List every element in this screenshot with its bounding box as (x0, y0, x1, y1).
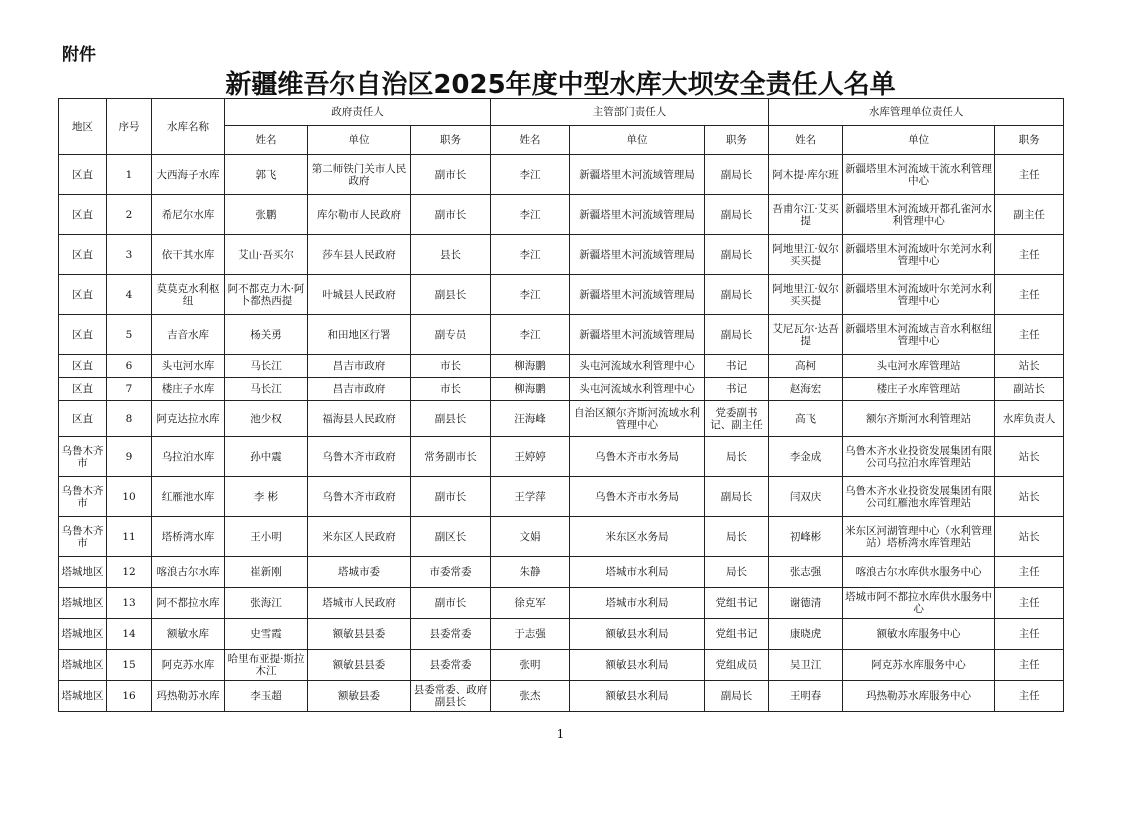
cell-dept-position: 党组成员 (705, 650, 769, 681)
table-row (59, 477, 1064, 517)
header-gov-group: 政府责任人 (225, 99, 491, 126)
cell-dept-position: 局长 (705, 557, 769, 588)
cell-region: 区直 (59, 155, 107, 195)
cell-reservoir: 莫莫克水利枢纽 (152, 275, 225, 315)
cell-dept-name: 汪海峰 (491, 401, 570, 437)
cell-dept-position: 党组书记 (705, 619, 769, 650)
cell-dept-position: 党委副书记、副主任 (705, 401, 769, 437)
cell-dept-unit: 乌鲁木齐市水务局 (570, 477, 705, 517)
cell-gov-position: 县委常委 (411, 650, 491, 681)
cell-seq: 7 (107, 378, 152, 401)
cell-gov-position: 副县长 (411, 275, 491, 315)
cell-gov-position: 副市长 (411, 195, 491, 235)
cell-gov-unit: 塔城市委 (308, 557, 411, 588)
cell-gov-name: 孙中震 (225, 437, 308, 477)
cell-mgmt-position: 站长 (995, 517, 1064, 557)
cell-gov-name: 张鹏 (225, 195, 308, 235)
cell-gov-unit: 库尔勒市人民政府 (308, 195, 411, 235)
cell-dept-position: 副局长 (705, 195, 769, 235)
header-mgmt-unit: 单位 (843, 126, 995, 155)
cell-dept-name: 柳海鹏 (491, 378, 570, 401)
cell-gov-unit: 昌吉市政府 (308, 378, 411, 401)
cell-dept-unit: 自治区额尔齐斯河流域水利管理中心 (570, 401, 705, 437)
cell-dept-name: 李江 (491, 315, 570, 355)
cell-mgmt-name: 吴卫江 (769, 650, 843, 681)
cell-mgmt-unit: 新疆塔里木河流域干流水利管理中心 (843, 155, 995, 195)
table-row (59, 155, 1064, 195)
cell-mgmt-position: 站长 (995, 355, 1064, 378)
cell-gov-name: 艾山·吾买尔 (225, 235, 308, 275)
cell-dept-position: 副局长 (705, 315, 769, 355)
cell-mgmt-position: 站长 (995, 477, 1064, 517)
cell-mgmt-unit: 额尔齐斯河水利管理站 (843, 401, 995, 437)
cell-reservoir: 楼庄子水库 (152, 378, 225, 401)
cell-gov-name: 哈里布亚提·斯拉木江 (225, 650, 308, 681)
cell-gov-position: 副县长 (411, 401, 491, 437)
cell-dept-name: 文娟 (491, 517, 570, 557)
cell-mgmt-name: 高柯 (769, 355, 843, 378)
cell-dept-name: 朱静 (491, 557, 570, 588)
cell-reservoir: 吉音水库 (152, 315, 225, 355)
cell-mgmt-name: 吾甫尔江·艾买提 (769, 195, 843, 235)
cell-seq: 3 (107, 235, 152, 275)
cell-gov-position: 县委常委、政府副县长 (411, 681, 491, 712)
cell-mgmt-position: 主任 (995, 588, 1064, 619)
page-number: 1 (556, 727, 565, 741)
cell-seq: 6 (107, 355, 152, 378)
cell-gov-unit: 乌鲁木齐市政府 (308, 437, 411, 477)
table-row (59, 619, 1064, 650)
cell-region: 塔城地区 (59, 557, 107, 588)
cell-reservoir: 玛热勒苏水库 (152, 681, 225, 712)
cell-seq: 1 (107, 155, 152, 195)
cell-reservoir: 红雁池水库 (152, 477, 225, 517)
header-gov-unit: 单位 (308, 126, 411, 155)
cell-dept-name: 李江 (491, 275, 570, 315)
cell-dept-position: 书记 (705, 378, 769, 401)
cell-mgmt-name: 李金成 (769, 437, 843, 477)
cell-gov-position: 常务副市长 (411, 437, 491, 477)
cell-seq: 4 (107, 275, 152, 315)
cell-seq: 8 (107, 401, 152, 437)
cell-gov-position: 副市长 (411, 477, 491, 517)
page-title: 新疆维吾尔自治区2025年度中型水库大坝安全责任人名单 (225, 70, 896, 100)
cell-seq: 15 (107, 650, 152, 681)
table-row (59, 588, 1064, 619)
cell-reservoir: 喀浪古尔水库 (152, 557, 225, 588)
cell-region: 塔城地区 (59, 619, 107, 650)
table-row (59, 235, 1064, 275)
cell-gov-unit: 和田地区行署 (308, 315, 411, 355)
cell-gov-unit: 叶城县人民政府 (308, 275, 411, 315)
table-row (59, 315, 1064, 355)
cell-gov-position: 副专员 (411, 315, 491, 355)
cell-reservoir: 阿克苏水库 (152, 650, 225, 681)
cell-region: 乌鲁木齐市 (59, 477, 107, 517)
cell-dept-unit: 新疆塔里木河流域管理局 (570, 195, 705, 235)
cell-gov-position: 市委常委 (411, 557, 491, 588)
cell-dept-position: 副局长 (705, 235, 769, 275)
cell-gov-unit: 塔城市人民政府 (308, 588, 411, 619)
cell-mgmt-position: 主任 (995, 650, 1064, 681)
cell-mgmt-name: 张志强 (769, 557, 843, 588)
cell-mgmt-unit: 米东区河湖管理中心（水利管理站）塔桥湾水库管理站 (843, 517, 995, 557)
cell-dept-unit: 乌鲁木齐市水务局 (570, 437, 705, 477)
cell-gov-unit: 额敏县县委 (308, 619, 411, 650)
cell-mgmt-name: 王明春 (769, 681, 843, 712)
cell-reservoir: 塔桥湾水库 (152, 517, 225, 557)
cell-mgmt-unit: 新疆塔里木河流域吉音水利枢纽管理中心 (843, 315, 995, 355)
cell-dept-name: 张杰 (491, 681, 570, 712)
cell-gov-unit: 福海县人民政府 (308, 401, 411, 437)
cell-dept-unit: 新疆塔里木河流域管理局 (570, 275, 705, 315)
table-row (59, 355, 1064, 378)
cell-gov-name: 崔新刚 (225, 557, 308, 588)
cell-mgmt-position: 水库负责人 (995, 401, 1064, 437)
cell-mgmt-unit: 楼庄子水库管理站 (843, 378, 995, 401)
cell-region: 塔城地区 (59, 650, 107, 681)
cell-gov-unit: 昌吉市政府 (308, 355, 411, 378)
cell-dept-unit: 新疆塔里木河流域管理局 (570, 235, 705, 275)
header-mgmt-name: 姓名 (769, 126, 843, 155)
cell-dept-name: 柳海鹏 (491, 355, 570, 378)
cell-seq: 11 (107, 517, 152, 557)
table-row (59, 681, 1064, 712)
cell-dept-unit: 头屯河流域水利管理中心 (570, 355, 705, 378)
cell-seq: 5 (107, 315, 152, 355)
table-body (59, 155, 1064, 712)
table-row (59, 557, 1064, 588)
cell-dept-position: 局长 (705, 517, 769, 557)
cell-dept-name: 徐克军 (491, 588, 570, 619)
cell-mgmt-name: 康晓虎 (769, 619, 843, 650)
cell-mgmt-name: 阿木提·库尔班 (769, 155, 843, 195)
cell-mgmt-position: 主任 (995, 235, 1064, 275)
cell-mgmt-unit: 新疆塔里木河流域开都孔雀河水利管理中心 (843, 195, 995, 235)
cell-region: 区直 (59, 355, 107, 378)
cell-gov-position: 县长 (411, 235, 491, 275)
table-row (59, 517, 1064, 557)
cell-mgmt-unit: 塔城市阿不都拉水库供水服务中心 (843, 588, 995, 619)
table-row (59, 401, 1064, 437)
cell-mgmt-unit: 额敏水库服务中心 (843, 619, 995, 650)
cell-mgmt-unit: 乌鲁木齐水业投资发展集团有限公司乌拉泊水库管理站 (843, 437, 995, 477)
cell-gov-unit: 额敏县委 (308, 681, 411, 712)
cell-region: 塔城地区 (59, 681, 107, 712)
cell-reservoir: 希尼尔水库 (152, 195, 225, 235)
responsibility-table (58, 98, 1064, 712)
cell-gov-name: 杨关勇 (225, 315, 308, 355)
cell-mgmt-name: 赵海宏 (769, 378, 843, 401)
cell-mgmt-unit: 玛热勒苏水库服务中心 (843, 681, 995, 712)
table-row (59, 437, 1064, 477)
header-gov-position: 职务 (411, 126, 491, 155)
cell-mgmt-name: 阿地里江·奴尔买买提 (769, 275, 843, 315)
cell-dept-name: 张明 (491, 650, 570, 681)
cell-reservoir: 额敏水库 (152, 619, 225, 650)
cell-seq: 2 (107, 195, 152, 235)
cell-reservoir: 阿克达拉水库 (152, 401, 225, 437)
cell-gov-name: 马长江 (225, 355, 308, 378)
cell-mgmt-name: 高飞 (769, 401, 843, 437)
cell-dept-position: 局长 (705, 437, 769, 477)
header-region: 地区 (59, 99, 107, 155)
cell-mgmt-unit: 阿克苏水库服务中心 (843, 650, 995, 681)
cell-gov-name: 池少权 (225, 401, 308, 437)
cell-gov-position: 副区长 (411, 517, 491, 557)
cell-dept-unit: 新疆塔里木河流域管理局 (570, 315, 705, 355)
table-row (59, 195, 1064, 235)
cell-seq: 9 (107, 437, 152, 477)
cell-region: 区直 (59, 315, 107, 355)
cell-mgmt-name: 艾尼瓦尔·达吾提 (769, 315, 843, 355)
cell-mgmt-unit: 喀浪古尔水库供水服务中心 (843, 557, 995, 588)
cell-gov-name: 郭飞 (225, 155, 308, 195)
cell-gov-unit: 额敏县县委 (308, 650, 411, 681)
header-mgmt-position: 职务 (995, 126, 1064, 155)
cell-reservoir: 大西海子水库 (152, 155, 225, 195)
cell-dept-name: 李江 (491, 195, 570, 235)
cell-gov-position: 市长 (411, 355, 491, 378)
cell-mgmt-position: 站长 (995, 437, 1064, 477)
header-dept-unit: 单位 (570, 126, 705, 155)
cell-dept-position: 副局长 (705, 155, 769, 195)
cell-gov-name: 马长江 (225, 378, 308, 401)
cell-mgmt-unit: 新疆塔里木河流域叶尔羌河水利管理中心 (843, 275, 995, 315)
cell-mgmt-position: 主任 (995, 619, 1064, 650)
cell-seq: 13 (107, 588, 152, 619)
header-gov-name: 姓名 (225, 126, 308, 155)
cell-mgmt-name: 谢德清 (769, 588, 843, 619)
cell-reservoir: 依干其水库 (152, 235, 225, 275)
cell-seq: 12 (107, 557, 152, 588)
cell-dept-name: 王婷婷 (491, 437, 570, 477)
table-row (59, 650, 1064, 681)
cell-reservoir: 乌拉泊水库 (152, 437, 225, 477)
cell-gov-name: 李 彬 (225, 477, 308, 517)
cell-region: 乌鲁木齐市 (59, 437, 107, 477)
cell-mgmt-unit: 新疆塔里木河流域叶尔羌河水利管理中心 (843, 235, 995, 275)
cell-mgmt-position: 主任 (995, 315, 1064, 355)
cell-region: 区直 (59, 195, 107, 235)
cell-mgmt-name: 初峰彬 (769, 517, 843, 557)
cell-seq: 10 (107, 477, 152, 517)
header-dept-group: 主管部门责任人 (491, 99, 769, 126)
cell-seq: 16 (107, 681, 152, 712)
header-mgmt-group: 水库管理单位责任人 (769, 99, 1064, 126)
cell-dept-position: 书记 (705, 355, 769, 378)
cell-region: 区直 (59, 401, 107, 437)
cell-gov-position: 市长 (411, 378, 491, 401)
cell-dept-unit: 塔城市水利局 (570, 557, 705, 588)
cell-dept-name: 王学萍 (491, 477, 570, 517)
cell-dept-position: 副局长 (705, 681, 769, 712)
cell-dept-unit: 额敏县水利局 (570, 619, 705, 650)
cell-gov-unit: 乌鲁木齐市政府 (308, 477, 411, 517)
cell-dept-position: 副局长 (705, 477, 769, 517)
cell-gov-name: 史雪霞 (225, 619, 308, 650)
cell-region: 区直 (59, 378, 107, 401)
cell-mgmt-position: 主任 (995, 275, 1064, 315)
cell-region: 乌鲁木齐市 (59, 517, 107, 557)
cell-dept-name: 李江 (491, 155, 570, 195)
cell-mgmt-position: 主任 (995, 681, 1064, 712)
cell-region: 区直 (59, 275, 107, 315)
cell-gov-name: 阿不都克力木·阿卜都热西提 (225, 275, 308, 315)
cell-gov-unit: 第二师铁门关市人民政府 (308, 155, 411, 195)
cell-gov-position: 副市长 (411, 588, 491, 619)
cell-dept-unit: 新疆塔里木河流域管理局 (570, 155, 705, 195)
cell-mgmt-unit: 乌鲁木齐水业投资发展集团有限公司红雁池水库管理站 (843, 477, 995, 517)
cell-reservoir: 阿不都拉水库 (152, 588, 225, 619)
cell-gov-unit: 莎车县人民政府 (308, 235, 411, 275)
cell-mgmt-unit: 头屯河水库管理站 (843, 355, 995, 378)
cell-gov-name: 王小明 (225, 517, 308, 557)
cell-dept-name: 于志强 (491, 619, 570, 650)
header-dept-position: 职务 (705, 126, 769, 155)
table-row (59, 275, 1064, 315)
cell-seq: 14 (107, 619, 152, 650)
cell-region: 塔城地区 (59, 588, 107, 619)
cell-mgmt-position: 主任 (995, 155, 1064, 195)
cell-gov-position: 副市长 (411, 155, 491, 195)
attachment-label: 附件 (62, 45, 96, 65)
cell-dept-unit: 额敏县水利局 (570, 681, 705, 712)
header-reservoir: 水库名称 (152, 99, 225, 155)
cell-gov-unit: 米东区人民政府 (308, 517, 411, 557)
cell-mgmt-name: 闫双庆 (769, 477, 843, 517)
cell-mgmt-name: 阿地里江·奴尔买买提 (769, 235, 843, 275)
cell-dept-name: 李江 (491, 235, 570, 275)
cell-dept-unit: 额敏县水利局 (570, 650, 705, 681)
cell-mgmt-position: 副主任 (995, 195, 1064, 235)
cell-gov-name: 张海江 (225, 588, 308, 619)
cell-dept-unit: 头屯河流域水利管理中心 (570, 378, 705, 401)
header-dept-name: 姓名 (491, 126, 570, 155)
cell-reservoir: 头屯河水库 (152, 355, 225, 378)
cell-mgmt-position: 副站长 (995, 378, 1064, 401)
cell-dept-unit: 塔城市水利局 (570, 588, 705, 619)
cell-gov-position: 县委常委 (411, 619, 491, 650)
cell-dept-position: 副局长 (705, 275, 769, 315)
cell-region: 区直 (59, 235, 107, 275)
cell-dept-unit: 米东区水务局 (570, 517, 705, 557)
header-seq: 序号 (107, 99, 152, 155)
table-row (59, 378, 1064, 401)
cell-dept-position: 党组书记 (705, 588, 769, 619)
cell-mgmt-position: 主任 (995, 557, 1064, 588)
cell-gov-name: 李玉超 (225, 681, 308, 712)
